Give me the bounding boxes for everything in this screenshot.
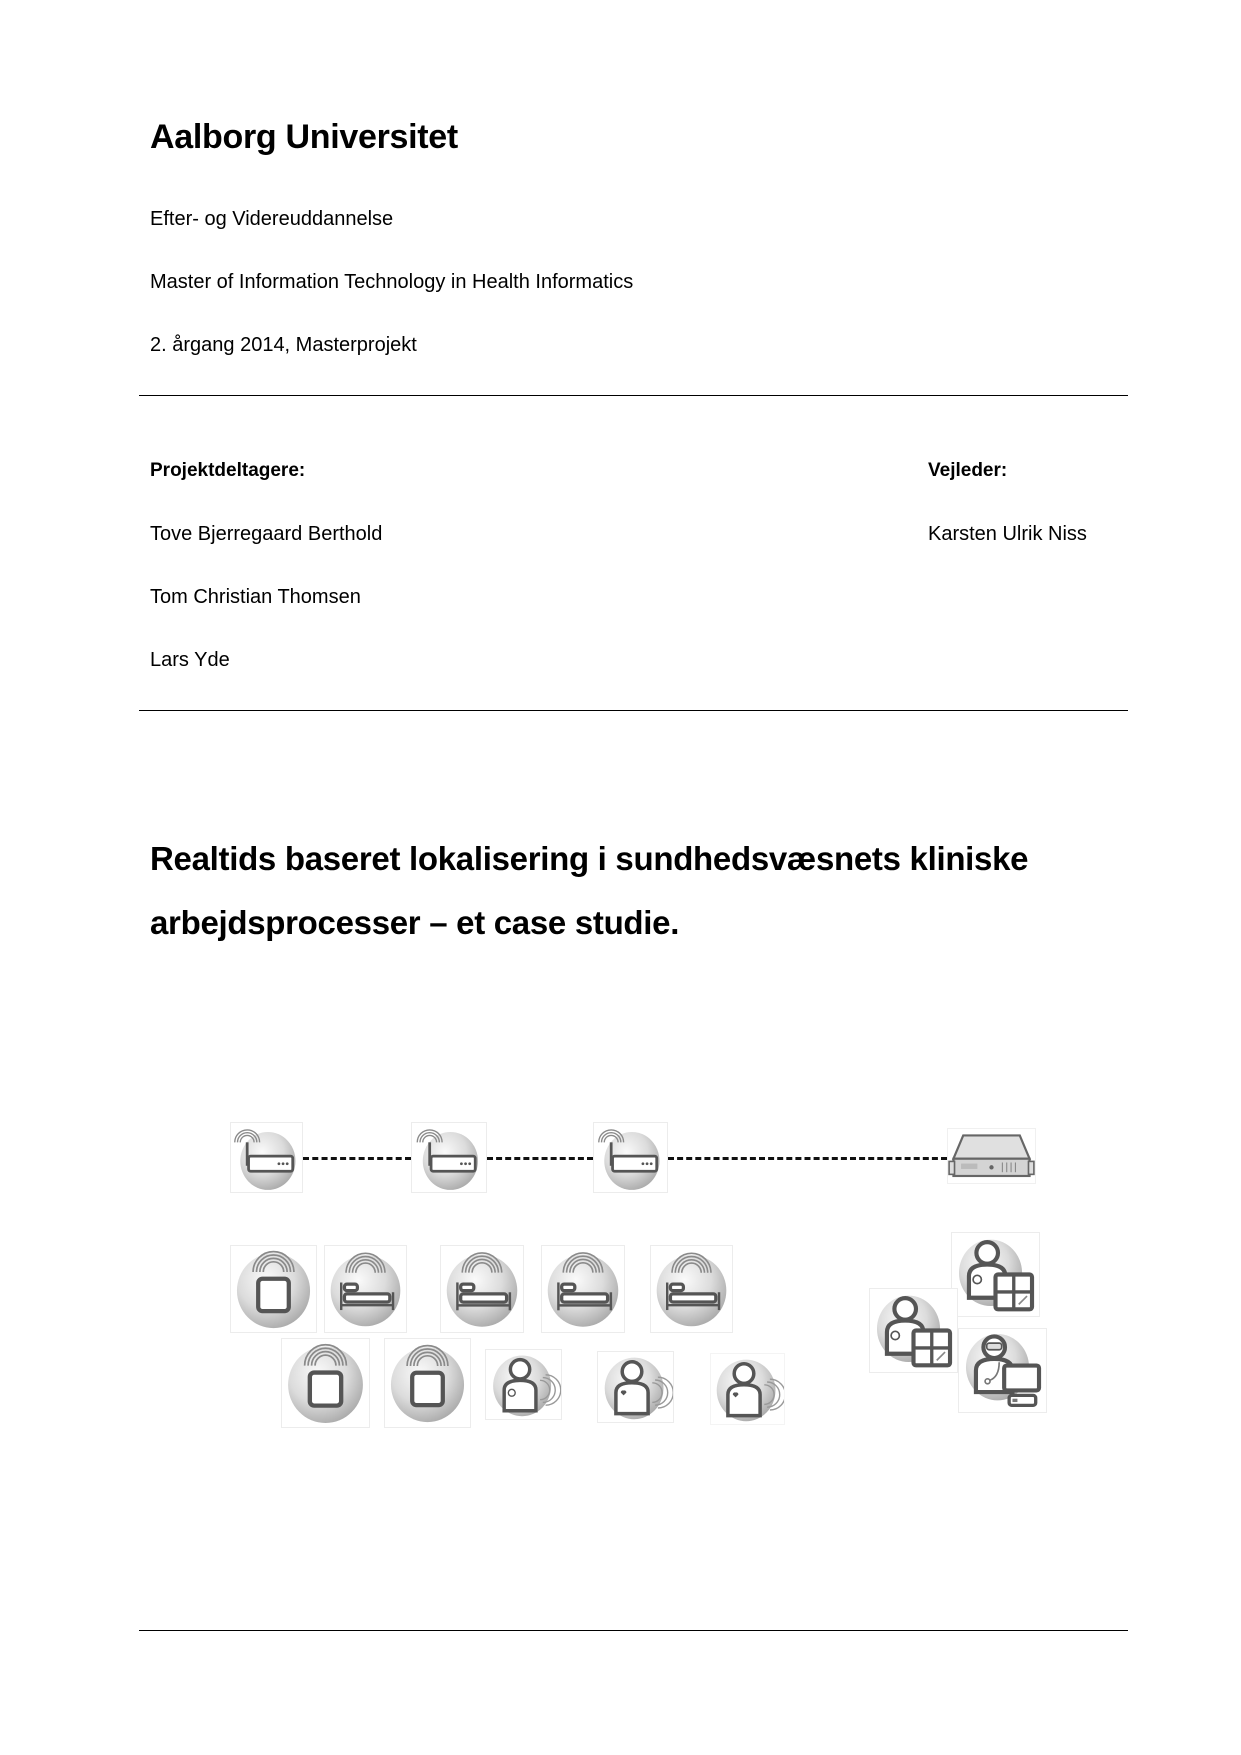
participants-label: Projektdeltagere:	[150, 460, 306, 481]
router-icon	[230, 1122, 303, 1193]
divider-bottom	[139, 1630, 1128, 1631]
bed-tag-icon	[324, 1245, 407, 1333]
network-link	[668, 1157, 947, 1160]
participant-name: Lars Yde	[150, 649, 230, 671]
participant-name: Tom Christian Thomsen	[150, 586, 361, 608]
participant-name: Tove Bjerregaard Berthold	[150, 523, 383, 545]
server-icon	[947, 1128, 1036, 1184]
department: Efter- og Videreuddannelse	[150, 208, 394, 230]
bed-tag-icon	[541, 1245, 625, 1333]
router-icon	[593, 1122, 668, 1193]
clinician-dashboard-icon	[951, 1232, 1040, 1317]
doctor-computer-icon	[958, 1328, 1047, 1413]
patient-tag-icon	[597, 1351, 674, 1423]
network-link	[303, 1157, 411, 1160]
divider-middle	[139, 710, 1128, 711]
divider-top	[139, 395, 1128, 396]
thesis-title-line2: arbejdsprocesser – et case studie.	[150, 904, 680, 941]
clinician-dashboard-icon	[869, 1288, 958, 1373]
programme: Master of Information Technology in Health Informatics	[150, 271, 634, 293]
supervisor-name: Karsten Ulrik Niss	[928, 523, 1087, 545]
university-name: Aalborg Universitet	[150, 118, 458, 156]
supervisor-label: Vejleder:	[928, 460, 1008, 481]
network-link	[487, 1157, 593, 1160]
cohort: 2. årgang 2014, Masterprojekt	[150, 334, 417, 356]
nurse-tag-icon	[485, 1349, 562, 1420]
tag-icon	[281, 1338, 370, 1428]
tag-icon	[230, 1245, 317, 1333]
router-icon	[411, 1122, 487, 1193]
patient-tag-icon	[710, 1353, 785, 1425]
thesis-title-line1: Realtids baseret lokalisering i sundhedsvæsnets kliniske	[150, 840, 1029, 877]
bed-tag-icon	[440, 1245, 524, 1333]
bed-tag-icon	[650, 1245, 733, 1333]
tag-icon	[384, 1338, 471, 1428]
